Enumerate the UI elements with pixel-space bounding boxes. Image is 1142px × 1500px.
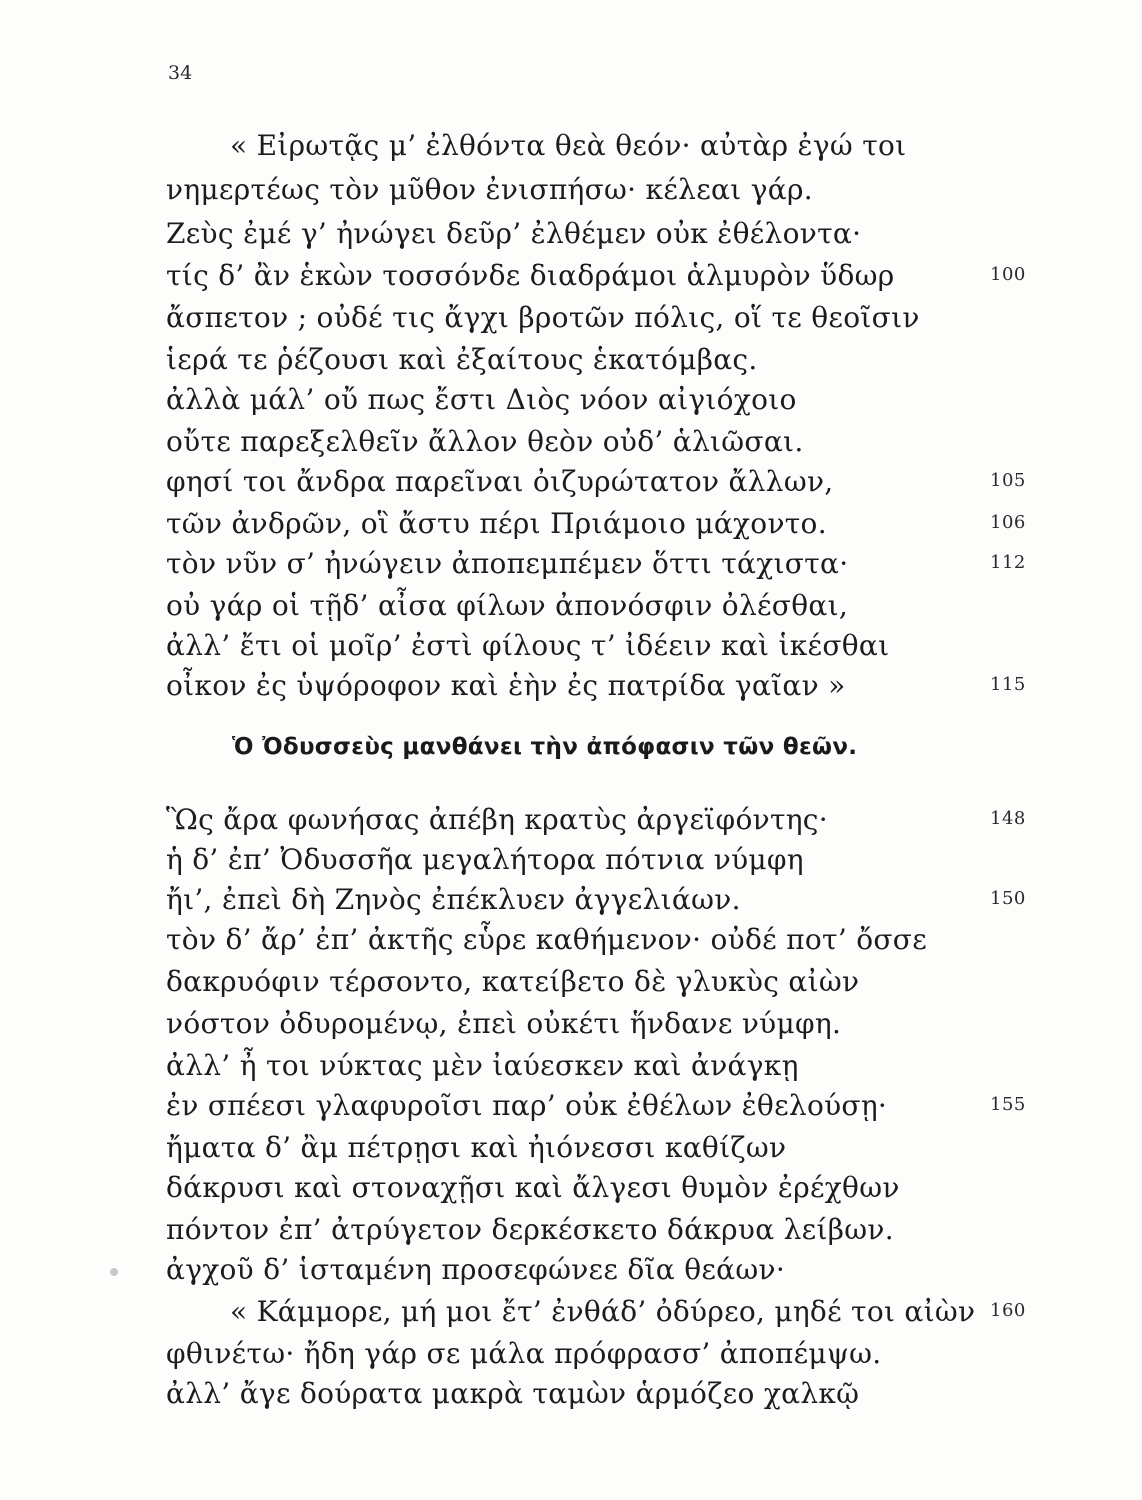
verse-line: [0, 666, 1142, 706]
verse-text: τῶν ἀνδρῶν, οἳ ἄστυ πέρι Πριάμοιο μάχοντο.: [166, 507, 827, 540]
line-number: 100: [990, 264, 1026, 285]
verse-line: [0, 626, 1142, 666]
verse-text: ἐν σπέεσι γλαφυροῖσι παρ’ οὐκ ἐθέλων ἐθελούσῃ·: [166, 1089, 888, 1122]
verse-line: [0, 1292, 1142, 1332]
verse-text: πόντον ἐπ’ ἀτρύγετον δερκέσκετο δάκρυα λείβων.: [166, 1213, 894, 1246]
verse-text: ἡ δ’ ἐπ’ Ὀδυσσῆα μεγαλήτορα πότνια νύμφη: [166, 843, 804, 876]
verse-line: [0, 586, 1142, 626]
verse-text: οὐ γάρ οἱ τῇδ’ αἶσα φίλων ἀπονόσφιν ὀλέσθαι,: [166, 589, 849, 622]
line-number: 106: [990, 512, 1026, 533]
verse-text: ἤι’, ἐπεὶ δὴ Ζηνὸς ἐπέκλυεν ἀγγελιάων.: [166, 883, 741, 916]
verse-line: [0, 504, 1142, 544]
verse-text: ἄσπετον ; οὐδέ τις ἄγχι βροτῶν πόλις, οἵ τε θεοῖσιν: [166, 301, 920, 334]
ink-speck: [110, 1268, 118, 1276]
section-heading: Ὁ Ὀδυσσεὺς μανθάνει τὴν ἀπόφασιν τῶν θεῶν.: [232, 734, 858, 760]
verse-text: νημερτέως τὸν μῦθον ἐνισπήσω· κέλεαι γάρ.: [166, 173, 813, 206]
verse-text: ἀλλ’ ἔτι οἱ μοῖρ’ ἐστὶ φίλους τ’ ἰδέειν καὶ ἱκέσθαι: [166, 629, 890, 662]
verse-line: [0, 340, 1142, 380]
verse-line: [0, 170, 1142, 210]
line-number: 115: [990, 674, 1026, 695]
verse-line: [0, 126, 1142, 166]
verse-text: δακρυόφιν τέρσοντο, κατείβετο δὲ γλυκὺς αἰὼν: [166, 965, 860, 998]
verse-line: [0, 840, 1142, 880]
verse-text: Ὣς ἄρα φωνήσας ἀπέβη κρατὺς ἀργεϊφόντης·: [166, 803, 828, 836]
verse-text: τίς δ’ ἂν ἑκὼν τοσσόνδε διαδράμοι ἁλμυρὸν ὕδωρ: [166, 259, 895, 292]
verse-line: [0, 1128, 1142, 1168]
verse-text: οὔτε παρεξελθεῖν ἄλλον θεὸν οὐδ’ ἁλιῶσαι.: [166, 425, 804, 458]
verse-line: [0, 1374, 1142, 1414]
verse-line: [0, 1046, 1142, 1086]
verse-text: ἀλλ’ ἄγε δούρατα μακρὰ ταμὼν ἁρμόζεο χαλκῷ: [166, 1377, 860, 1410]
verse-line: [0, 1168, 1142, 1208]
verse-text: φθινέτω· ἤδη γάρ σε μάλα πρόφρασσ’ ἀποπέμψω.: [166, 1337, 882, 1370]
verse-text: ἱερά τε ῥέζουσι καὶ ἐξαίτους ἑκατόμβας.: [166, 343, 758, 376]
verse-line: [0, 544, 1142, 584]
verse-text: δάκρυσι καὶ στοναχῇσι καὶ ἄλγεσι θυμὸν ἐρέχθων: [166, 1171, 900, 1204]
verse-line: [0, 422, 1142, 462]
verse-line: [0, 380, 1142, 420]
line-number: 155: [990, 1094, 1026, 1115]
line-number: 112: [990, 552, 1026, 573]
verse-text: ἀγχοῦ δ’ ἱσταμένη προσεφώνεε δῖα θεάων·: [166, 1253, 786, 1286]
verse-text: ἀλλ’ ἦ τοι νύκτας μὲν ἰαύεσκεν καὶ ἀνάγκῃ: [166, 1049, 799, 1082]
verse-line: [0, 962, 1142, 1002]
verse-line: [0, 462, 1142, 502]
line-number: 105: [990, 470, 1026, 491]
verse-line: [0, 1210, 1142, 1250]
verse-line: [0, 880, 1142, 920]
verse-line: [0, 214, 1142, 254]
verse-text: τὸν δ’ ἄρ’ ἐπ’ ἀκτῆς εὗρε καθήμενον· οὐδέ ποτ’ ὄσσε: [166, 923, 928, 956]
line-number: 148: [990, 808, 1026, 829]
verse-line: [0, 1004, 1142, 1044]
verse-line: [0, 1086, 1142, 1126]
line-number: 160: [990, 1300, 1026, 1321]
verse-text: τὸν νῦν σ’ ἠνώγειν ἀποπεμπέμεν ὅττι τάχιστα·: [166, 547, 849, 580]
verse-line: [0, 1250, 1142, 1290]
verse-text: νόστον ὀδυρομένῳ, ἐπεὶ οὐκέτι ἥνδανε νύμφη.: [166, 1007, 842, 1040]
verse-text: « Εἰρωτᾷς μ’ ἐλθόντα θεὰ θεόν· αὐτὰρ ἐγώ τοι: [230, 129, 907, 162]
verse-line: [0, 256, 1142, 296]
verse-line: [0, 1334, 1142, 1374]
verse-line: [0, 800, 1142, 840]
verse-text: Ζεὺς ἐμέ γ’ ἠνώγει δεῦρ’ ἐλθέμεν οὐκ ἐθέλοντα·: [166, 217, 862, 250]
verse-line: [0, 298, 1142, 338]
verse-text: « Κάμμορε, μή μοι ἔτ’ ἐνθάδ’ ὀδύρεο, μηδέ τοι αἰὼν: [230, 1295, 976, 1328]
page-number: 34: [168, 62, 193, 84]
verse-line: [0, 920, 1142, 960]
verse-text: οἶκον ἐς ὑψόροφον καὶ ἑὴν ἐς πατρίδα γαῖαν »: [166, 669, 846, 702]
verse-text: φησί τοι ἄνδρα παρεῖναι ὀιζυρώτατον ἄλλων,: [166, 465, 834, 498]
verse-text: ἤματα δ’ ἂμ πέτρῃσι καὶ ἠιόνεσσι καθίζων: [166, 1131, 787, 1164]
verse-text: ἀλλὰ μάλ’ οὔ πως ἔστι Διὸς νόον αἰγιόχοιο: [166, 383, 797, 416]
line-number: 150: [990, 888, 1026, 909]
